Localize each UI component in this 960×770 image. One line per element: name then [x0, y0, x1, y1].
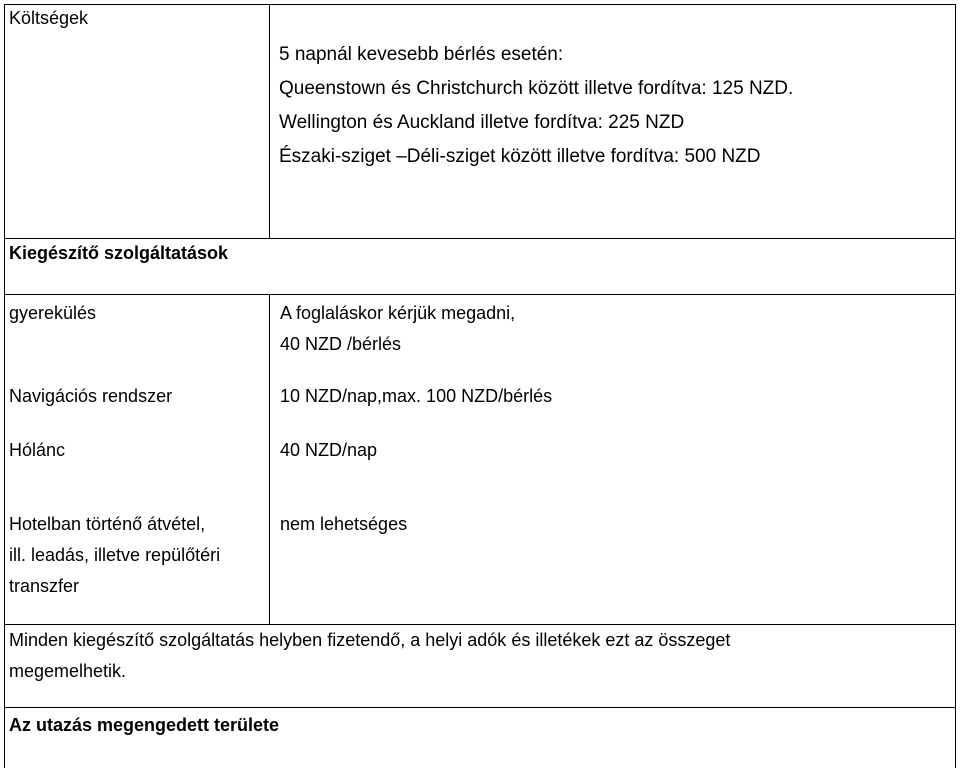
hotel-transfer-label: [9, 509, 220, 602]
row-divider: [4, 294, 956, 295]
row-divider: [4, 707, 956, 708]
extra-label-child-seat: gyerekülés: [9, 303, 97, 323]
extra-label-navigation: Navigációs rendszer: [9, 386, 173, 406]
extras-heading: Kiegészítő szolgáltatások: [9, 243, 229, 263]
extra-value-snow-chain: 40 NZD/nap: [280, 440, 378, 460]
permitted-area-heading: Az utazás megengedett területe: [9, 715, 280, 735]
note-line: megemelhetik.: [9, 661, 127, 681]
costs-line: Queenstown és Christchurch között illetve fordítva: 125 NZD.: [279, 78, 794, 99]
column-divider: [269, 4, 270, 238]
extra-value-line: A foglaláskor kérjük megadni,: [280, 303, 516, 323]
note-line: Minden kiegészítő szolgáltatás helyben fizetendő, a helyi adók és illetékek ezt az összeget: [9, 630, 731, 650]
row-divider: [4, 238, 956, 239]
hotel-label-line: Hotelban történő átvétel,: [9, 514, 206, 534]
costs-details: [279, 38, 793, 174]
extra-value-line: 40 NZD /bérlés: [280, 334, 402, 354]
costs-line: Wellington és Auckland illetve fordítva: 225 NZD: [279, 112, 685, 133]
costs-label: Költségek: [9, 8, 89, 28]
extra-value-navigation: 10 NZD/nap,max. 100 NZD/bérlés: [280, 386, 553, 406]
costs-line: 5 napnál kevesebb bérlés esetén:: [279, 44, 564, 65]
hotel-label-line: ill. leadás, illetve repülőtéri: [9, 545, 221, 565]
hotel-label-line: transzfer: [9, 576, 80, 596]
extra-label-snow-chain: Hólánc: [9, 440, 66, 460]
column-divider: [269, 294, 270, 624]
costs-line: Északi-sziget –Déli-sziget között illetve fordítva: 500 NZD: [279, 146, 761, 167]
hotel-transfer-value: nem lehetséges: [280, 514, 408, 534]
payment-note: [9, 625, 730, 687]
extra-value-child-seat: [280, 298, 515, 360]
